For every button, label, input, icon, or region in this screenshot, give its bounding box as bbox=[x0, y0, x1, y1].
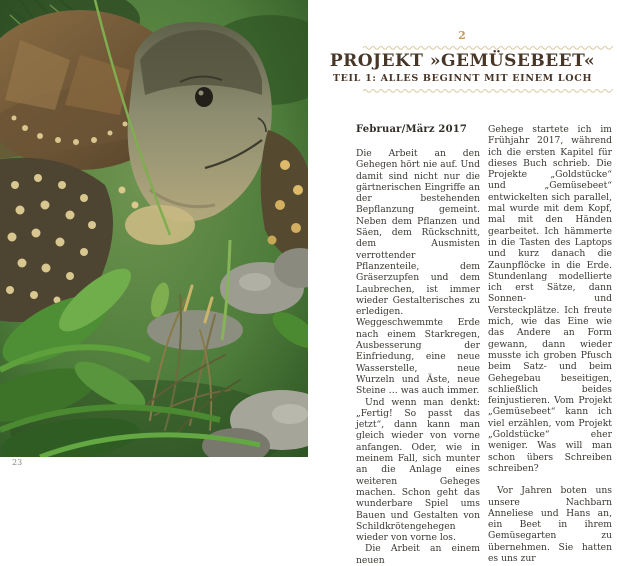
text-column-left bbox=[356, 124, 480, 566]
chapter-title: PROJEKT »GEMÜSEBEET« bbox=[329, 51, 596, 71]
text-column-right bbox=[488, 124, 612, 566]
ornament-wavy-rule-bottom bbox=[363, 87, 613, 93]
paragraph: Die Arbeit an den Gehegen hört nie auf. Und damit sind nicht nur die gärtnerischen Eingriffe an der bestehenden Bepflanzung gemeint. Neben dem Pflanzen und Säen, dem Rückschnitt, dem Ausmisten verrottender Pflanzenteile, dem Gräserzupfen und dem Laubrechen, ist immer wieder Gestalterisches zu erledigen. Weggeschwemmte Erde nach einem Starkregen, Ausbesserung der Einfriedung, eine neue Wasserstelle, neue Wurzeln und Äste, neue Steine … was auch immer. bbox=[356, 148, 480, 397]
paragraph: Die Arbeit an einem neuen bbox=[356, 543, 480, 566]
section-heading: Februar/März 2017 bbox=[356, 124, 468, 135]
chapter-subtitle: TEIL 1: ALLES BEGINNT MIT EINEM LOCH bbox=[332, 73, 593, 84]
paragraph: Gehege startete ich im Frühjahr 2017, während ich die ersten Kapitel für dieses Buch schrieb. Die Projekte „Goldstücke“ und „Gemüsebeet“ entwickelten sich parallel, mal wurde mit dem Kopf, mal mit den Händen gearbeitet. Ich hämmerte in die Tasten des Laptops und kurz danach die Zaunpflöcke in die Erde. Stundenlang modellierte ich erst Sätze, dann Sonnen- und Versteckplätze. Ich freute mich, wie das Eine wie das Andere an Form gewann, dann wieder musste ich groben Pfusch beim Satz- und beim Gehegebau beseitigen, schließlich beides feinjustieren. Vom Projekt „Gemüsebeet“ kann ich viel erzählen, vom Projekt „Goldstücke“ eher weniger. Was will man schon übers Schreiben schreiben? bbox=[488, 124, 612, 474]
tortoise-photo-illustration bbox=[0, 0, 308, 457]
body-text-columns bbox=[356, 124, 612, 566]
tortoise-photo bbox=[0, 0, 308, 457]
paragraph: Und wenn man denkt: „Fertig! So passt das jetzt“, dann kann man gleich wieder von vorne anfangen. Oder, wie in meinem Fall, sich munter an die Anlage eines weiteren Geheges machen. Schon geht das wunderbare Spiel ums Bauen und Gestalten von Schildkrötengehegen wieder von vorne los. bbox=[356, 396, 480, 544]
ornament-wavy-rule-top bbox=[363, 44, 613, 50]
book-page-right bbox=[308, 0, 617, 566]
page-number: 23 bbox=[12, 458, 23, 467]
chapter-number: 2 bbox=[458, 29, 467, 42]
paragraph: Vor Jahren boten uns unsere Nachbarn Anneliese und Hans an, ein Beet in ihrem Gemüsegarten zu übernehmen. Sie hatten es uns zur bbox=[488, 485, 612, 564]
